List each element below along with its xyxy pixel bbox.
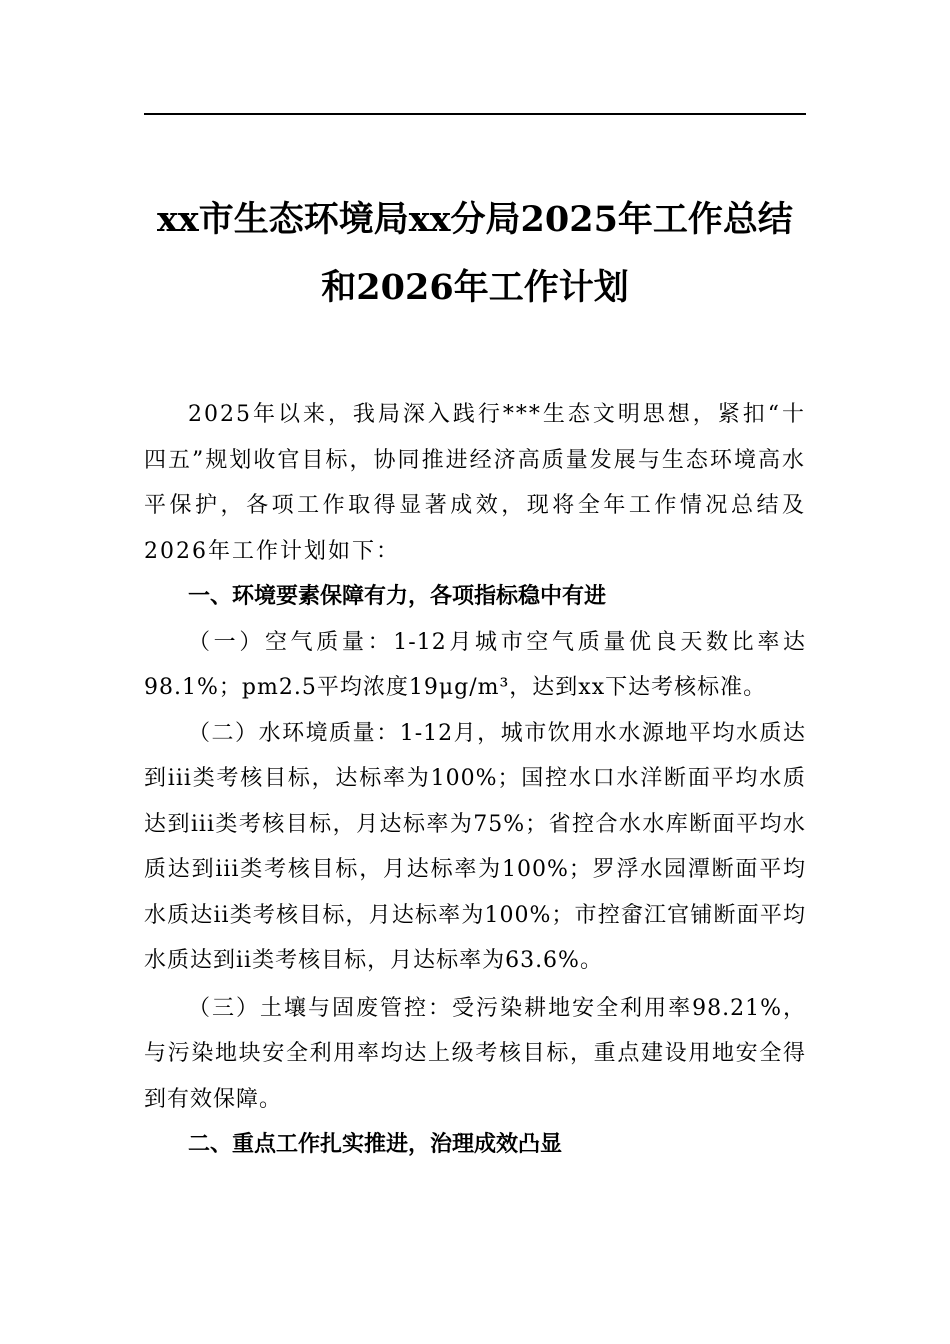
document-title-line-1: xx市生态环境局xx分局2025年工作总结: [157, 199, 793, 240]
section-2-heading: 二、重点工作扎实推进，治理成效凸显: [188, 1132, 563, 1157]
document-body: [144, 392, 806, 1168]
water-quality-paragraph: （二）水环境质量：1-12月，城市饮用水水源地平均水质达到iii类考核目标，达标率为100%；国控水口水洋断面平均水质达到iii类考核目标，月达标率为75%；省控合水水库断面平均水质达到iii类考核目标，月达标率为100%；罗浮水园潭断面平均水质达ii类考核目标，月达标率为100%；市控畲江官铺断面平均水质达到ii类考核目标，月达标率为63.6%。: [144, 720, 806, 973]
intro-paragraph: 2025年以来，我局深入践行***生态文明思想，紧扣“十四五”规划收官目标，协同推进经济高质量发展与生态环境高水平保护，各项工作取得显著成效，现将全年工作情况总结及2026年工作计划如下：: [144, 402, 806, 564]
section-1-heading: 一、环境要素保障有力，各项指标稳中有进: [188, 584, 607, 609]
header-rule: [144, 113, 806, 115]
soil-waste-paragraph: （三）土壤与固废管控：受污染耕地安全利用率98.21%，与污染地块安全利用率均达上级考核目标，重点建设用地安全得到有效保障。: [144, 995, 806, 1112]
air-quality-paragraph: （一）空气质量：1-12月城市空气质量优良天数比率达98.1%；pm2.5平均浓度19μg/m³，达到xx下达考核标准。: [144, 629, 806, 700]
document-title-line-2: 和2026年工作计划: [321, 267, 629, 308]
